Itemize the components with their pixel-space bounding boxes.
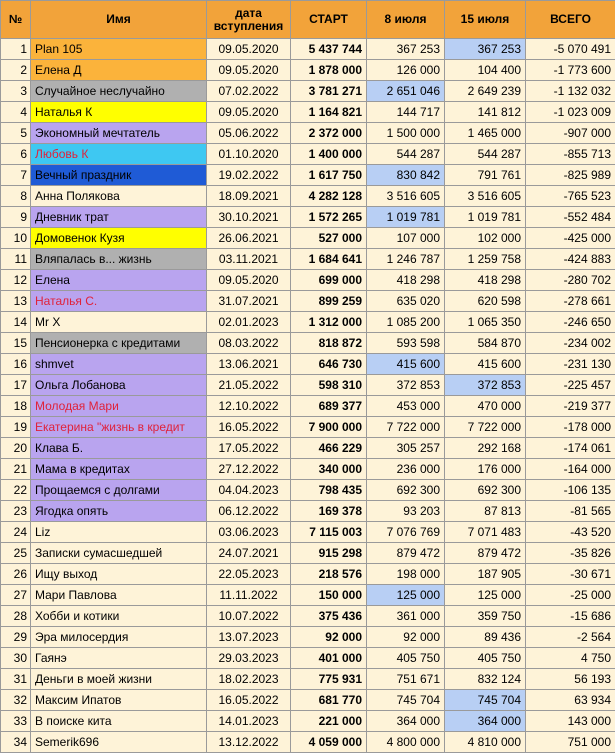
row-date-1-value: 198 000 (367, 564, 445, 585)
row-date-1-value: 3 516 605 (367, 186, 445, 207)
table-row (1, 186, 615, 207)
table-row (1, 522, 615, 543)
row-start: 915 298 (291, 543, 367, 564)
row-number: 2 (1, 60, 31, 81)
row-date: 16.05.2022 (207, 690, 291, 711)
row-start: 169 378 (291, 501, 367, 522)
row-date: 22.05.2023 (207, 564, 291, 585)
row-date-2-value: 415 600 (445, 354, 526, 375)
row-date-1-value: 405 750 (367, 648, 445, 669)
row-date: 07.02.2022 (207, 81, 291, 102)
row-start: 7 900 000 (291, 417, 367, 438)
row-date-2-value: 584 870 (445, 333, 526, 354)
row-date-2-value: 7 722 000 (445, 417, 526, 438)
row-total: 751 000 (526, 732, 615, 753)
row-name: Прощаемся с долгами (31, 480, 207, 501)
row-date-1-value: 107 000 (367, 228, 445, 249)
row-number: 25 (1, 543, 31, 564)
row-name: Liz (31, 522, 207, 543)
row-date-2-value: 104 400 (445, 60, 526, 81)
row-total: 56 193 (526, 669, 615, 690)
row-number: 26 (1, 564, 31, 585)
table-row (1, 123, 615, 144)
row-date-2-value: 879 472 (445, 543, 526, 564)
row-name: Эра милосердия (31, 627, 207, 648)
row-number: 11 (1, 249, 31, 270)
row-date: 05.06.2022 (207, 123, 291, 144)
row-date-2-value: 102 000 (445, 228, 526, 249)
row-number: 5 (1, 123, 31, 144)
row-date-1-value: 2 651 046 (367, 81, 445, 102)
row-date-2-value: 745 704 (445, 690, 526, 711)
table-row (1, 669, 615, 690)
row-name: Анна Полякова (31, 186, 207, 207)
row-date: 24.07.2021 (207, 543, 291, 564)
header-row (1, 1, 615, 39)
row-total: -5 070 491 (526, 39, 615, 60)
row-total: -178 000 (526, 417, 615, 438)
table-row (1, 543, 615, 564)
table-row (1, 102, 615, 123)
row-total: -43 520 (526, 522, 615, 543)
row-date-2-value: 544 287 (445, 144, 526, 165)
row-name: Вляпалась в... жизнь (31, 249, 207, 270)
row-total: -219 377 (526, 396, 615, 417)
row-start: 92 000 (291, 627, 367, 648)
row-start: 899 259 (291, 291, 367, 312)
row-start: 375 436 (291, 606, 367, 627)
row-number: 17 (1, 375, 31, 396)
header-name: Имя (31, 1, 207, 39)
row-date: 11.11.2022 (207, 585, 291, 606)
row-name: Ягодка опять (31, 501, 207, 522)
row-date-1-value: 305 257 (367, 438, 445, 459)
row-number: 24 (1, 522, 31, 543)
row-date: 03.11.2021 (207, 249, 291, 270)
row-date-1-value: 364 000 (367, 711, 445, 732)
row-total: -855 713 (526, 144, 615, 165)
row-number: 31 (1, 669, 31, 690)
row-name: Случайное неслучайно (31, 81, 207, 102)
row-date-1-value: 453 000 (367, 396, 445, 417)
row-number: 9 (1, 207, 31, 228)
row-date-2-value: 359 750 (445, 606, 526, 627)
row-date-1-value: 1 085 200 (367, 312, 445, 333)
row-name: Домовенок Кузя (31, 228, 207, 249)
row-date: 04.04.2023 (207, 480, 291, 501)
row-date-2-value: 1 065 350 (445, 312, 526, 333)
row-total: -765 523 (526, 186, 615, 207)
row-date: 14.01.2023 (207, 711, 291, 732)
row-name: Пенсионерка с кредитами (31, 333, 207, 354)
row-date-2-value: 1 019 781 (445, 207, 526, 228)
row-date-1-value: 415 600 (367, 354, 445, 375)
row-start: 598 310 (291, 375, 367, 396)
row-total: -234 002 (526, 333, 615, 354)
row-number: 32 (1, 690, 31, 711)
row-start: 1 684 641 (291, 249, 367, 270)
row-date: 03.06.2023 (207, 522, 291, 543)
table-row (1, 564, 615, 585)
row-number: 23 (1, 501, 31, 522)
row-date-1-value: 544 287 (367, 144, 445, 165)
row-total: -164 000 (526, 459, 615, 480)
row-name: Мама в кредитах (31, 459, 207, 480)
table-row (1, 480, 615, 501)
row-start: 4 059 000 (291, 732, 367, 753)
row-name: Ольга Лобанова (31, 375, 207, 396)
row-total: -1 132 032 (526, 81, 615, 102)
row-total: -106 135 (526, 480, 615, 501)
row-start: 818 872 (291, 333, 367, 354)
row-name: Любовь К (31, 144, 207, 165)
table-row (1, 207, 615, 228)
row-start: 221 000 (291, 711, 367, 732)
row-date-2-value: 292 168 (445, 438, 526, 459)
table-row (1, 81, 615, 102)
row-date-1-value: 93 203 (367, 501, 445, 522)
row-date-2-value: 1 259 758 (445, 249, 526, 270)
row-date-2-value: 4 810 000 (445, 732, 526, 753)
row-date-1-value: 879 472 (367, 543, 445, 564)
row-start: 775 931 (291, 669, 367, 690)
row-name: Деньги в моей жизни (31, 669, 207, 690)
table-row (1, 354, 615, 375)
table-row (1, 144, 615, 165)
row-date-1-value: 7 076 769 (367, 522, 445, 543)
row-total: 63 934 (526, 690, 615, 711)
row-date-1-value: 144 717 (367, 102, 445, 123)
table-row (1, 438, 615, 459)
row-date: 18.02.2023 (207, 669, 291, 690)
row-name: Екатерина "жизнь в кредит (31, 417, 207, 438)
row-name: Гаянэ (31, 648, 207, 669)
row-name: В поиске кита (31, 711, 207, 732)
row-date-2-value: 470 000 (445, 396, 526, 417)
row-total: -907 000 (526, 123, 615, 144)
row-date-1-value: 236 000 (367, 459, 445, 480)
table-row (1, 312, 615, 333)
table-row (1, 585, 615, 606)
row-date: 13.07.2023 (207, 627, 291, 648)
row-start: 340 000 (291, 459, 367, 480)
row-name: shmvet (31, 354, 207, 375)
row-total: -825 989 (526, 165, 615, 186)
row-date-2-value: 367 253 (445, 39, 526, 60)
row-date-1-value: 692 300 (367, 480, 445, 501)
row-date-1-value: 126 000 (367, 60, 445, 81)
row-number: 28 (1, 606, 31, 627)
row-date-1-value: 418 298 (367, 270, 445, 291)
row-number: 3 (1, 81, 31, 102)
row-start: 1 312 000 (291, 312, 367, 333)
table-row (1, 396, 615, 417)
row-number: 33 (1, 711, 31, 732)
row-number: 12 (1, 270, 31, 291)
row-date: 18.09.2021 (207, 186, 291, 207)
row-date-2-value: 418 298 (445, 270, 526, 291)
row-start: 1 878 000 (291, 60, 367, 81)
row-name: Хобби и котики (31, 606, 207, 627)
row-number: 10 (1, 228, 31, 249)
row-start: 2 372 000 (291, 123, 367, 144)
row-start: 527 000 (291, 228, 367, 249)
row-start: 3 781 271 (291, 81, 367, 102)
row-date: 26.06.2021 (207, 228, 291, 249)
row-number: 30 (1, 648, 31, 669)
header-date-1: 8 июля (367, 1, 445, 39)
row-name: Mr X (31, 312, 207, 333)
row-name: Semerik696 (31, 732, 207, 753)
row-start: 689 377 (291, 396, 367, 417)
row-number: 1 (1, 39, 31, 60)
table-row (1, 165, 615, 186)
row-date-2-value: 832 124 (445, 669, 526, 690)
row-total: 143 000 (526, 711, 615, 732)
table-row (1, 228, 615, 249)
row-date-1-value: 361 000 (367, 606, 445, 627)
table-row (1, 291, 615, 312)
row-total: -552 484 (526, 207, 615, 228)
row-date: 30.10.2021 (207, 207, 291, 228)
row-number: 7 (1, 165, 31, 186)
row-total: -81 565 (526, 501, 615, 522)
row-date-1-value: 1 019 781 (367, 207, 445, 228)
row-date: 02.01.2023 (207, 312, 291, 333)
table-row (1, 711, 615, 732)
row-date: 19.02.2022 (207, 165, 291, 186)
row-total: -1 023 009 (526, 102, 615, 123)
row-total: -424 883 (526, 249, 615, 270)
row-start: 1 400 000 (291, 144, 367, 165)
row-date-1-value: 7 722 000 (367, 417, 445, 438)
header-start: СТАРТ (291, 1, 367, 39)
row-date: 31.07.2021 (207, 291, 291, 312)
row-date-2-value: 372 853 (445, 375, 526, 396)
row-number: 14 (1, 312, 31, 333)
row-date-1-value: 4 800 000 (367, 732, 445, 753)
row-name: Елена Д (31, 60, 207, 81)
row-date-1-value: 372 853 (367, 375, 445, 396)
row-number: 27 (1, 585, 31, 606)
row-number: 19 (1, 417, 31, 438)
row-start: 401 000 (291, 648, 367, 669)
row-name: Молодая Мари (31, 396, 207, 417)
row-name: Записки сумасшедшей (31, 543, 207, 564)
row-date: 13.12.2022 (207, 732, 291, 753)
row-start: 5 437 744 (291, 39, 367, 60)
row-number: 16 (1, 354, 31, 375)
row-total: -278 661 (526, 291, 615, 312)
row-date-2-value: 791 761 (445, 165, 526, 186)
row-date: 06.12.2022 (207, 501, 291, 522)
row-date: 10.07.2022 (207, 606, 291, 627)
row-date: 09.05.2020 (207, 60, 291, 81)
row-date-2-value: 187 905 (445, 564, 526, 585)
row-number: 18 (1, 396, 31, 417)
row-start: 646 730 (291, 354, 367, 375)
table-row (1, 459, 615, 480)
row-total: 4 750 (526, 648, 615, 669)
row-total: -35 826 (526, 543, 615, 564)
table-row (1, 270, 615, 291)
row-number: 29 (1, 627, 31, 648)
row-total: -231 130 (526, 354, 615, 375)
row-date-2-value: 125 000 (445, 585, 526, 606)
header-date: дата вступления (207, 1, 291, 39)
row-name: Plan 105 (31, 39, 207, 60)
row-date: 01.10.2020 (207, 144, 291, 165)
row-date: 09.05.2020 (207, 270, 291, 291)
table-row (1, 648, 615, 669)
row-name: Клава Б. (31, 438, 207, 459)
row-number: 13 (1, 291, 31, 312)
table-row (1, 39, 615, 60)
row-start: 4 282 128 (291, 186, 367, 207)
table-row (1, 606, 615, 627)
table-row (1, 249, 615, 270)
row-name: Наталья К (31, 102, 207, 123)
row-date: 13.06.2021 (207, 354, 291, 375)
row-total: -15 686 (526, 606, 615, 627)
row-name: Ищу выход (31, 564, 207, 585)
row-number: 22 (1, 480, 31, 501)
row-name: Елена (31, 270, 207, 291)
row-date-1-value: 830 842 (367, 165, 445, 186)
row-total: -280 702 (526, 270, 615, 291)
row-start: 798 435 (291, 480, 367, 501)
row-total: -25 000 (526, 585, 615, 606)
row-number: 6 (1, 144, 31, 165)
row-date-1-value: 751 671 (367, 669, 445, 690)
row-start: 681 770 (291, 690, 367, 711)
row-date-2-value: 176 000 (445, 459, 526, 480)
row-date: 08.03.2022 (207, 333, 291, 354)
row-total: -246 650 (526, 312, 615, 333)
table-row (1, 333, 615, 354)
row-name: Наталья С. (31, 291, 207, 312)
row-date: 21.05.2022 (207, 375, 291, 396)
row-total: -225 457 (526, 375, 615, 396)
table-row (1, 417, 615, 438)
row-date-1-value: 1 500 000 (367, 123, 445, 144)
row-date-2-value: 2 649 239 (445, 81, 526, 102)
row-date-2-value: 1 465 000 (445, 123, 526, 144)
row-date: 29.03.2023 (207, 648, 291, 669)
row-start: 7 115 003 (291, 522, 367, 543)
row-total: -174 061 (526, 438, 615, 459)
row-total: -30 671 (526, 564, 615, 585)
row-number: 4 (1, 102, 31, 123)
row-date-2-value: 620 598 (445, 291, 526, 312)
row-date-2-value: 364 000 (445, 711, 526, 732)
row-name: Вечный праздник (31, 165, 207, 186)
table-row (1, 60, 615, 81)
row-date-1-value: 745 704 (367, 690, 445, 711)
table-row (1, 375, 615, 396)
row-name: Дневник трат (31, 207, 207, 228)
row-date-1-value: 1 246 787 (367, 249, 445, 270)
table-row (1, 690, 615, 711)
table-row (1, 627, 615, 648)
row-number: 21 (1, 459, 31, 480)
row-total: -2 564 (526, 627, 615, 648)
header-date-2: 15 июля (445, 1, 526, 39)
row-date: 17.05.2022 (207, 438, 291, 459)
row-number: 20 (1, 438, 31, 459)
row-date-2-value: 7 071 483 (445, 522, 526, 543)
table-row (1, 501, 615, 522)
row-number: 15 (1, 333, 31, 354)
row-start: 1 617 750 (291, 165, 367, 186)
row-date: 27.12.2022 (207, 459, 291, 480)
row-start: 150 000 (291, 585, 367, 606)
row-start: 1 572 265 (291, 207, 367, 228)
row-total: -425 000 (526, 228, 615, 249)
row-date-2-value: 692 300 (445, 480, 526, 501)
row-number: 8 (1, 186, 31, 207)
row-date: 16.05.2022 (207, 417, 291, 438)
row-date-1-value: 635 020 (367, 291, 445, 312)
row-number: 34 (1, 732, 31, 753)
row-start: 699 000 (291, 270, 367, 291)
row-start: 466 229 (291, 438, 367, 459)
row-date-1-value: 125 000 (367, 585, 445, 606)
row-date-2-value: 405 750 (445, 648, 526, 669)
row-date-1-value: 593 598 (367, 333, 445, 354)
row-date-2-value: 3 516 605 (445, 186, 526, 207)
row-date-1-value: 367 253 (367, 39, 445, 60)
table-row (1, 732, 615, 753)
row-date-2-value: 87 813 (445, 501, 526, 522)
row-total: -1 773 600 (526, 60, 615, 81)
row-date-2-value: 89 436 (445, 627, 526, 648)
row-start: 1 164 821 (291, 102, 367, 123)
header-num: № (1, 1, 31, 39)
row-name: Максим Ипатов (31, 690, 207, 711)
row-date: 09.05.2020 (207, 102, 291, 123)
row-date: 09.05.2020 (207, 39, 291, 60)
header-total: ВСЕГО (526, 1, 615, 39)
row-date-1-value: 92 000 (367, 627, 445, 648)
row-date-2-value: 141 812 (445, 102, 526, 123)
row-start: 218 576 (291, 564, 367, 585)
row-name: Экономный мечтатель (31, 123, 207, 144)
row-name: Мари Павлова (31, 585, 207, 606)
row-date: 12.10.2022 (207, 396, 291, 417)
